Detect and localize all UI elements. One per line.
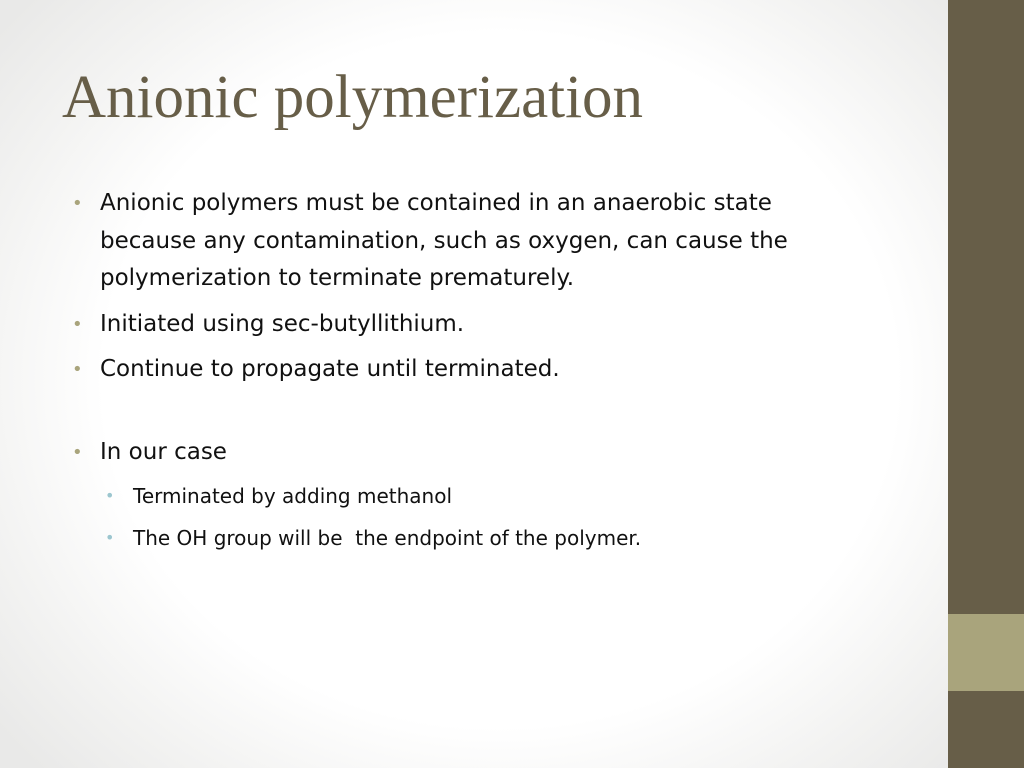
bullet-icon: • bbox=[72, 359, 83, 380]
bullet-text: In our case bbox=[100, 438, 227, 465]
slide-title: Anionic polymerization bbox=[62, 64, 644, 131]
bullet-icon: • bbox=[72, 441, 83, 463]
sub-bullet-icon: • bbox=[105, 486, 115, 505]
sub-bullet-text: The OH group will be the endpoint of the polymer. bbox=[133, 526, 642, 550]
slide-content bbox=[72, 185, 872, 563]
bullet-icon: • bbox=[72, 313, 83, 335]
bullet-icon: • bbox=[72, 193, 83, 214]
bullet-text: Anionic polymers must be contained in an anaerobic state because any contamination, such as oxygen, can cause the polymerization to terminate prematurely. bbox=[100, 190, 796, 291]
bullet-item bbox=[72, 185, 872, 298]
bullet-item bbox=[72, 351, 872, 389]
bullet-text: Continue to propagate until terminated. bbox=[100, 356, 560, 382]
decorative-side-accent bbox=[948, 614, 1024, 691]
sub-bullet-text: Terminated by adding methanol bbox=[133, 484, 453, 508]
bullet-item bbox=[72, 306, 872, 344]
bullet-text: Initiated using sec-butyllithium. bbox=[100, 310, 465, 337]
sub-bullet-item bbox=[105, 479, 872, 513]
bullet-item bbox=[72, 434, 872, 472]
sub-bullet-icon: • bbox=[105, 528, 115, 547]
sub-bullet-item bbox=[105, 521, 872, 555]
